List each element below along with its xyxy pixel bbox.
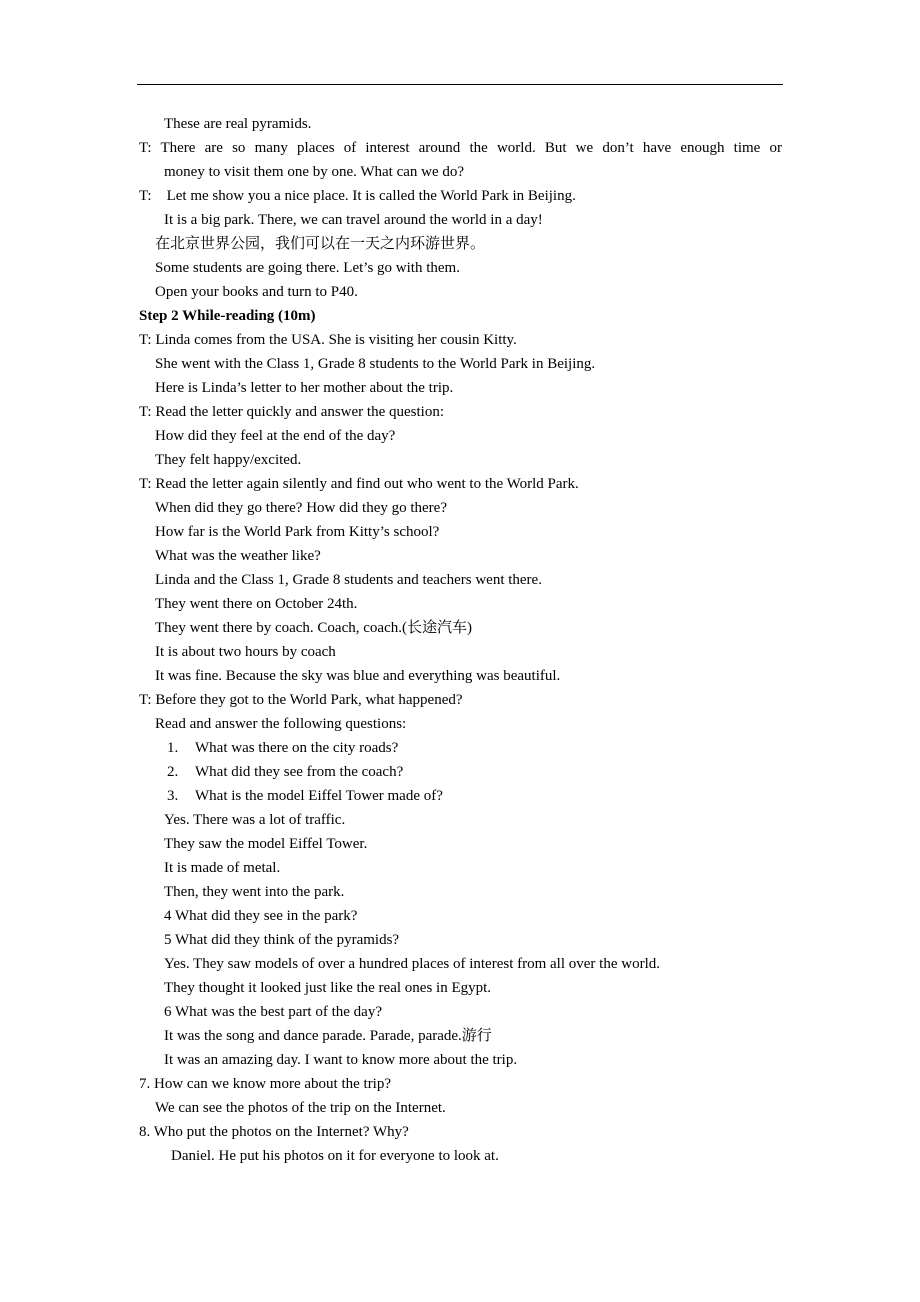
text-line: Daniel. He put his photos on it for everyone to look at.: [171, 1148, 499, 1164]
text-line: It is a big park. There, we can travel around the world in a day!: [164, 212, 543, 228]
text-line: We can see the photos of the trip on the Internet.: [155, 1100, 446, 1116]
text-line: 5 What did they think of the pyramids?: [164, 932, 400, 948]
text-line: They went there on October 24th.: [155, 596, 358, 612]
item-text: What is the model Eiffel Tower made of?: [195, 788, 443, 804]
numbered-item: [167, 762, 403, 782]
numbered-item: [167, 738, 398, 758]
text-line: Read and answer the following questions:: [155, 716, 407, 732]
text-line: They saw the model Eiffel Tower.: [164, 836, 368, 852]
numbered-item: [167, 786, 443, 806]
text-line: It was an amazing day. I want to know more about the trip.: [164, 1052, 518, 1068]
text-line: Linda and the Class 1, Grade 8 students and teachers went there.: [155, 572, 542, 588]
text-line: 4 What did they see in the park?: [164, 908, 358, 924]
text-line: T: Read the letter again silently and find out who went to the World Park.: [139, 476, 579, 492]
text-line: T: There are so many places of interest around the world. But we don’t have enough time or: [139, 140, 782, 156]
text-line: money to visit them one by one. What can we do?: [164, 164, 465, 180]
text-line: Here is Linda’s letter to her mother about the trip.: [155, 380, 454, 396]
text-line: When did they go there? How did they go there?: [155, 500, 447, 516]
text-line: It was fine. Because the sky was blue and everything was beautiful.: [155, 668, 561, 684]
section-heading: Step 2 While-reading (10m): [139, 308, 316, 324]
text-line: T: Before they got to the World Park, what happened?: [139, 692, 463, 708]
text-line: How far is the World Park from Kitty’s school?: [155, 524, 440, 540]
text-line: 8. Who put the photos on the Internet? Why?: [139, 1124, 409, 1140]
text-line: It is made of metal.: [164, 860, 281, 876]
text-line: T: Read the letter quickly and answer the question:: [139, 404, 444, 420]
text-line: T: Let me show you a nice place. It is called the World Park in Beijing.: [139, 188, 576, 204]
text-line: 7. How can we know more about the trip?: [139, 1076, 392, 1092]
header-rule: [137, 84, 783, 85]
text-line: How did they feel at the end of the day?: [155, 428, 396, 444]
item-text: What was there on the city roads?: [195, 740, 399, 756]
item-text: What did they see from the coach?: [195, 764, 404, 780]
text-line: 6 What was the best part of the day?: [164, 1004, 382, 1020]
text-line: They thought it looked just like the real ones in Egypt.: [164, 980, 492, 996]
text-line: It is about two hours by coach: [155, 644, 336, 660]
text-line: T: Linda comes from the USA. She is visiting her cousin Kitty.: [139, 332, 517, 348]
text-line: These are real pyramids.: [164, 116, 312, 132]
text-line: They felt happy/excited.: [155, 452, 302, 468]
text-line: She went with the Class 1, Grade 8 students to the World Park in Beijing.: [155, 356, 596, 372]
item-number: 1.: [167, 740, 179, 756]
text-line: Open your books and turn to P40.: [155, 284, 358, 300]
text-line: Yes. There was a lot of traffic.: [164, 812, 346, 828]
text-line: What was the weather like?: [155, 548, 321, 564]
text-line: Then, they went into the park.: [164, 884, 345, 900]
text-line: 在北京世界公园，我们可以在一天之内环游世界。: [155, 236, 486, 252]
text-line: They went there by coach. Coach, coach.(长途汽车): [155, 620, 472, 636]
item-number: 2.: [167, 764, 179, 780]
text-line: Yes. They saw models of over a hundred places of interest from all over the world.: [164, 956, 660, 972]
text-line: It was the song and dance parade. Parade, parade.游行: [164, 1028, 492, 1044]
text-line: Some students are going there. Let’s go with them.: [155, 260, 460, 276]
item-number: 3.: [167, 788, 179, 804]
